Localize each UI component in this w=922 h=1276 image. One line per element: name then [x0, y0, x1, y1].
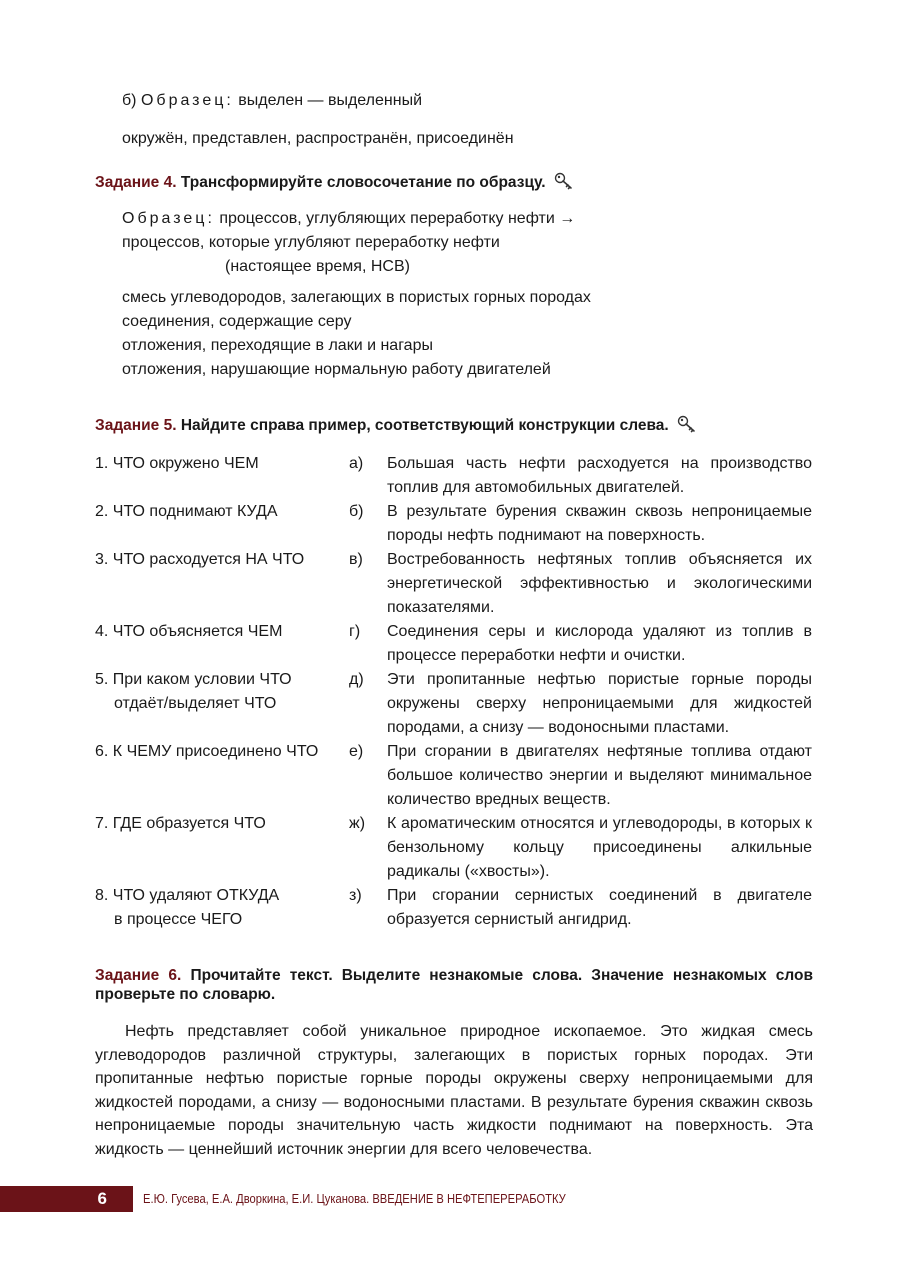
task4-items: [122, 286, 591, 382]
running-title: Е.Ю. Гусева, Е.А. Дворкина, Е.И. Цуканова. ВВЕДЕНИЕ В НЕФТЕПЕРЕРАБОТКУ: [143, 1191, 566, 1206]
sample-b-line: [122, 89, 422, 113]
task5-number: Задание 5.: [95, 417, 177, 434]
task5-title: Найдите справа пример, соответствующий конструкции слева.: [180, 417, 669, 434]
example-item-d: д) Эти пропитанные нефтью пористые горные породы окружены сверху непроницаемыми для жидкостей породами, а снизу — водоносными пластами.: [349, 671, 812, 736]
task6-title: Прочитайте текст. Выделите незнакомые слова. Значение незнакомых слов проверьте по словарю.: [95, 967, 813, 1003]
task4-heading: [95, 172, 574, 192]
task6-paragraph: Нефть представляет собой уникальное природное ископаемое. Это жидкая смесь углеводородов различной структуры, залегающих в пористых горных породах. Эти пропитанные нефтью пористые горные породы окружены сверху непроницаемыми для жидкостей породами, а снизу — водоносными пластами. В результате бурения скважин сквозь непроницаемые породы значительную часть жидкости поднимают на поверхность. Эта жидкость — ценнейший источник энергии для всего человечества.: [95, 1023, 813, 1158]
construction-item-1: 1. ЧТО окружено ЧЕМ: [95, 455, 259, 472]
example-item-b: б) В результате бурения скважин сквозь непроницаемые породы нефть поднимают на поверхность.: [349, 503, 812, 544]
task4-sample-text: процессов, углубляющих переработку нефти →: [219, 210, 576, 227]
task4-item: соединения, содержащие серу: [122, 313, 352, 330]
construction-item-6: 6. К ЧЕМУ присоединено ЧТО: [95, 743, 319, 760]
construction-item-4: 4. ЧТО объясняется ЧЕМ: [95, 623, 283, 640]
example-item-a: а) Большая часть нефти расходуется на производство топлив для автомобильных двигателей.: [349, 455, 812, 496]
task4-title: Трансформируйте словосочетание по образцу.: [180, 174, 546, 191]
task4-sample-line2: процессов, которые углубляют переработку нефти: [122, 234, 500, 251]
key-icon: [554, 172, 574, 190]
example-item-e: е) При сгорании в двигателях нефтяные топлива отдают большое количество энергии и выделяют минимальное количество вредных веществ.: [349, 743, 812, 808]
construction-item-5: 5. При каком условии ЧТО отдаёт/выделяет ЧТО: [95, 671, 292, 712]
example-item-z: з) При сгорании сернистых соединений в двигателе образуется сернистый ангидрид.: [349, 887, 812, 928]
task4-item: отложения, нарушающие нормальную работу двигателей: [122, 361, 551, 378]
task6-heading: [95, 966, 813, 1004]
example-item-zh: ж) К ароматическим относятся и углеводороды, в которых к бензольному кольцу присоединены алкильные радикалы («хвосты»).: [349, 815, 812, 880]
construction-item-2: 2. ЧТО поднимают КУДА: [95, 503, 278, 520]
sample-b-words: окружён, представлен, распространён, присоединён: [122, 130, 514, 147]
page-number: 6: [97, 1189, 107, 1208]
construction-item-3: 3. ЧТО расходуется НА ЧТО: [95, 551, 305, 568]
task5-heading: [95, 415, 697, 435]
sample-b-label: б): [122, 92, 137, 109]
task4-item: отложения, переходящие в лаки и нагары: [122, 337, 433, 354]
task4-number: Задание 4.: [95, 174, 177, 191]
construction-item-8: 8. ЧТО удаляют ОТКУДА в процессе ЧЕГО: [95, 887, 280, 928]
task6-number: Задание 6.: [95, 967, 182, 984]
sample-word: Образец:: [122, 210, 215, 227]
task4-item: смесь углеводородов, залегающих в пористых горных породах: [122, 289, 591, 306]
example-item-g: г) Соединения серы и кислорода удаляют из топлив в процессе переработки нефти и очистки.: [349, 623, 812, 664]
construction-item-7: 7. ГДЕ образуется ЧТО: [95, 815, 266, 832]
sample-b-text: выделен — выделенный: [238, 92, 423, 109]
task4-sample-line1: [122, 207, 575, 231]
example-item-v: в) Востребованность нефтяных топлив объясняется их энергетической эффективностью и экологическими показателями.: [349, 551, 812, 616]
sample-word: Образец:: [140, 92, 234, 109]
key-icon: [677, 415, 697, 433]
task4-sample-note: (настоящее время, НСВ): [225, 258, 410, 275]
footer-page-bar: [0, 1186, 133, 1212]
